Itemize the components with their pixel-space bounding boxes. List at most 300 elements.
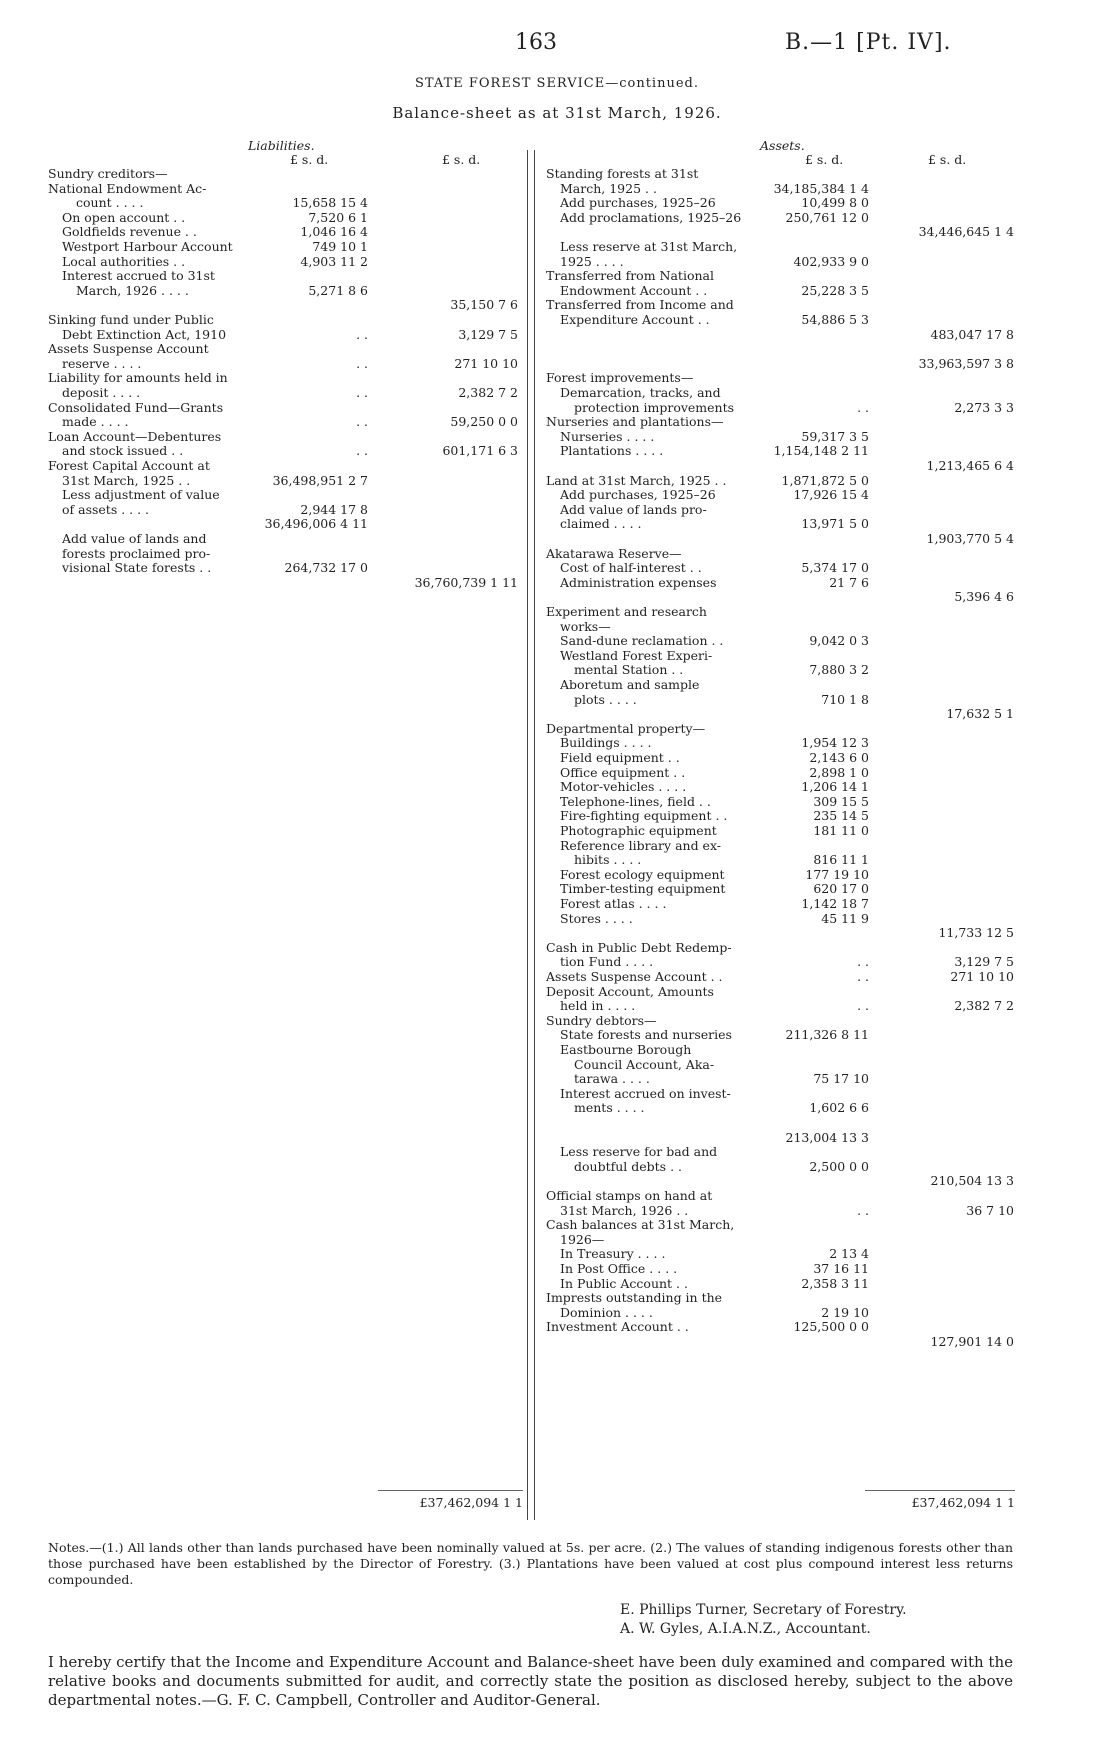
assets-row-subamount: 620 17 0 [813, 881, 869, 897]
assets-row [546, 575, 1014, 591]
liabilities-row-total: 271 10 10 [454, 355, 518, 371]
assets-row [546, 283, 1014, 299]
assets-row [546, 852, 1014, 868]
assets-row-subamount: 5,374 17 0 [801, 560, 869, 576]
assets-row-label: Council Account, Aka- [574, 1056, 715, 1072]
liabilities-row [48, 400, 518, 416]
assets-row-label: ments . . . . [574, 1100, 645, 1116]
liabilities-row-label: Loan Account—Debentures [48, 428, 222, 444]
liabilities-row [48, 370, 518, 386]
assets-row [546, 881, 1014, 897]
assets-row-label: Office equipment . . [560, 764, 686, 780]
assets-row-subamount: 10,499 8 0 [801, 195, 869, 211]
assets-row-subamount: 816 11 1 [813, 852, 869, 868]
assets-row-subamount: 235 14 5 [813, 808, 869, 824]
assets-heading: Assets. [760, 138, 805, 153]
assets-row-label: In Public Account . . [560, 1275, 688, 1291]
assets-row [546, 998, 1014, 1014]
liabilities-row-subamount: 749 10 1 [312, 239, 368, 254]
assets-row-label: Telephone-lines, field . . [560, 793, 711, 809]
assets-grand-total: £37,462,094 1 1 [911, 1495, 1015, 1510]
assets-row [546, 1276, 1014, 1292]
liabilities-row-label: Westport Harbour Account [62, 239, 233, 254]
assets-row [546, 414, 1014, 430]
assets-row [546, 1334, 1014, 1350]
assets-row-total: 127,901 14 0 [930, 1334, 1014, 1349]
assets-row-label: March, 1925 . . [560, 180, 657, 196]
assets-row-subamount: 710 1 8 [821, 691, 869, 707]
assets-row-label: 31st March, 1926 . . [560, 1202, 689, 1218]
assets-row-subamount: 213,004 13 3 [785, 1129, 869, 1145]
liabilities-row-label: Sundry creditors— [48, 166, 168, 181]
assets-row [546, 210, 1014, 226]
assets-row [546, 940, 1014, 956]
liabilities-row-subamount: 15,658 15 4 [292, 195, 368, 211]
assets-row [546, 765, 1014, 781]
assets-row [546, 692, 1014, 708]
assets-row-subamount: . . [857, 1202, 869, 1218]
assets-row-label: tion Fund . . . . [560, 954, 654, 970]
assets-row-label: hibits . . . . [574, 852, 642, 868]
assets-row [546, 531, 1014, 547]
assets-row [546, 648, 1014, 664]
liabilities-row [48, 210, 518, 226]
assets-row-total: 17,632 5 1 [946, 706, 1014, 722]
assets-row-label: Less reserve at 31st March, [560, 239, 738, 254]
assets-row [546, 954, 1014, 970]
assets-row-label: Plantations . . . . [560, 443, 664, 459]
assets-row [546, 677, 1014, 693]
assets-row-label: mental Station . . [574, 662, 684, 678]
assets-row [546, 254, 1014, 270]
assets-row [546, 1246, 1014, 1262]
assets-row-label: Westland Forest Experi- [560, 647, 713, 663]
assets-row [546, 838, 1014, 854]
assets-row-label: Assets Suspense Account . . [546, 969, 723, 984]
liabilities-row-subamount: 4,903 11 2 [300, 253, 368, 269]
assets-row [546, 735, 1014, 751]
assets-row [546, 706, 1014, 722]
assets-row [546, 297, 1014, 313]
assets-row-subamount: 2,898 1 0 [809, 764, 869, 780]
assets-row-label: Sand-dune reclamation . . [560, 633, 724, 649]
assets-row [546, 867, 1014, 883]
liabilities-row-label: Goldfields revenue . . [62, 224, 197, 240]
assets-row-label: Administration expenses [560, 574, 717, 590]
liabilities-row [48, 458, 518, 474]
liabilities-row-total: 3,129 7 5 [458, 326, 518, 342]
assets-row-subamount: 25,228 3 5 [801, 282, 869, 298]
assets-row-total: 483,047 17 8 [930, 326, 1014, 342]
assets-row-label: In Post Office . . . . [560, 1261, 678, 1276]
liabilities-heading: Liabilities. [248, 138, 315, 153]
assets-row [546, 1305, 1014, 1321]
liabilities-row [48, 283, 518, 299]
assets-row-label: Akatarawa Reserve— [546, 545, 682, 561]
assets-row-label: Add value of lands pro- [560, 501, 707, 517]
assets-row [546, 239, 1014, 255]
assets-row [546, 794, 1014, 810]
notes-paragraph: Notes.—(1.) All lands other than lands purchased have been nominally valued at 5s. per acre. (2.) The values of standing indigenous forests other than those purchased have been established by the Director of Forestry. (3.) Plantations have been valued at cost plus compound interest less returns compounded. [48, 1540, 1013, 1587]
assets-row-label: Timber-testing equipment [560, 881, 726, 897]
assets-row [546, 400, 1014, 416]
assets-row [546, 662, 1014, 678]
assets-row [546, 1159, 1014, 1175]
assets-row-subamount: 1,871,872 5 0 [781, 472, 869, 488]
assets-row-label: claimed . . . . [560, 516, 642, 532]
assets-row [546, 969, 1014, 985]
assets-row-label: Official stamps on hand at [546, 1188, 713, 1203]
assets-row [546, 911, 1014, 927]
liabilities-row [48, 224, 518, 240]
assets-row [546, 1173, 1014, 1189]
assets-row-subamount: 54,886 5 3 [801, 312, 869, 327]
liabilities-row-subamount: . . [356, 443, 368, 459]
liabilities-total-rule [378, 1490, 523, 1491]
assets-row-label: Cost of half-interest . . [560, 560, 702, 576]
assets-row-subamount: 1,602 6 6 [809, 1100, 869, 1116]
assets-row-label: 1926— [560, 1231, 605, 1247]
section-title: STATE FOREST SERVICE—continued. [415, 76, 699, 91]
liabilities-row-subamount: 5,271 8 6 [308, 282, 368, 298]
assets-row [546, 1203, 1014, 1219]
assets-row [546, 341, 1014, 357]
assets-row [546, 502, 1014, 518]
liabilities-row-label: count . . . . [76, 195, 144, 211]
assets-row-subamount: 402,933 9 0 [793, 253, 869, 269]
assets-row-subamount: 2,500 0 0 [809, 1158, 869, 1174]
liabilities-row [48, 429, 518, 445]
assets-row [546, 1042, 1014, 1058]
liabilities-total-currency-heading: £ s. d. [442, 152, 481, 167]
assets-row [546, 327, 1014, 343]
assets-row-label: Add purchases, 1925–26 [560, 195, 716, 211]
assets-row-subamount: 21 7 6 [829, 574, 869, 590]
assets-row [546, 633, 1014, 649]
liabilities-row [48, 414, 518, 430]
assets-row-label: Sundry debtors— [546, 1012, 657, 1028]
liabilities-row [48, 560, 518, 576]
liabilities-row-label: Assets Suspense Account [48, 341, 209, 357]
assets-row [546, 473, 1014, 489]
assets-row-label: Photographic equipment [560, 823, 717, 838]
assets-row-subamount: 45 11 9 [821, 910, 869, 926]
liabilities-row-label: Less adjustment of value [62, 487, 220, 503]
liabilities-row [48, 356, 518, 372]
liabilities-row [48, 254, 518, 270]
assets-row-total: 3,129 7 5 [954, 954, 1014, 970]
assets-row [546, 370, 1014, 386]
assets-row-label: held in . . . . [560, 998, 636, 1014]
assets-row-label: Experiment and research [546, 604, 707, 619]
liabilities-row-label: and stock issued . . [62, 443, 184, 459]
assets-row-label: Deposit Account, Amounts [546, 983, 714, 999]
liabilities-row [48, 341, 518, 357]
assets-total-currency-heading: £ s. d. [928, 152, 967, 167]
assets-row [546, 1232, 1014, 1248]
assets-row-subamount: 9,042 0 3 [809, 633, 869, 649]
liabilities-row-subamount: . . [356, 414, 368, 430]
assets-row-label: doubtful debts . . [574, 1158, 682, 1174]
assets-row [546, 546, 1014, 562]
assets-row-total: 34,446,645 1 4 [918, 224, 1014, 240]
liabilities-sub-currency-heading: £ s. d. [290, 152, 329, 167]
liabilities-row-label: Local authorities . . [62, 253, 186, 269]
assets-row-subamount: 37 16 11 [813, 1261, 869, 1276]
assets-row [546, 1115, 1014, 1131]
assets-row [546, 1319, 1014, 1335]
assets-row [546, 604, 1014, 620]
assets-row [546, 1071, 1014, 1087]
assets-row [546, 1217, 1014, 1233]
liabilities-grand-total: £37,462,094 1 1 [419, 1495, 523, 1510]
assets-row-subamount: 34,185,384 1 4 [773, 180, 869, 196]
liabilities-row-label: reserve . . . . [62, 355, 142, 371]
assets-row-label: Nurseries . . . . [560, 428, 655, 444]
liabilities-row [48, 297, 518, 313]
assets-row-label: Dominion . . . . [560, 1304, 653, 1320]
liabilities-row-label: forests proclaimed pro- [62, 545, 211, 561]
assets-total-rule [865, 1490, 1015, 1491]
assets-row [546, 195, 1014, 211]
assets-row-subamount: . . [857, 969, 869, 984]
assets-row-label: Reference library and ex- [560, 837, 721, 853]
liabilities-row-label: Forest Capital Account at [48, 458, 210, 473]
assets-row-label: 1925 . . . . [560, 253, 624, 269]
liabilities-row-total: 36,760,739 1 11 [414, 574, 518, 590]
assets-row-total: 5,396 4 6 [954, 589, 1014, 605]
assets-row-subamount: 250,761 12 0 [785, 209, 869, 225]
assets-row-subamount: 2,358 3 11 [801, 1275, 869, 1291]
assets-row [546, 1261, 1014, 1277]
liabilities-row [48, 443, 518, 459]
assets-row [546, 181, 1014, 197]
assets-row-total: 210,504 13 3 [930, 1173, 1014, 1189]
liabilities-row [48, 487, 518, 503]
liabilities-row [48, 239, 518, 255]
assets-row-subamount: 75 17 10 [813, 1071, 869, 1087]
assets-row-label: Buildings . . . . [560, 735, 652, 751]
assets-row-label: tarawa . . . . [574, 1071, 650, 1087]
assets-row-total: 1,213,465 6 4 [926, 458, 1014, 473]
assets-row-subamount: . . [857, 399, 869, 415]
page-number: 163 [515, 30, 557, 55]
assets-row [546, 1188, 1014, 1204]
assets-row [546, 487, 1014, 503]
assets-row-label: Expenditure Account . . [560, 312, 710, 327]
assets-row-subamount: . . [857, 998, 869, 1014]
liabilities-row-label: visional State forests . . [62, 560, 212, 576]
assets-row [546, 1130, 1014, 1146]
liabilities-row-label: Liability for amounts held in [48, 370, 228, 386]
assets-row [546, 589, 1014, 605]
assets-row-subamount: 211,326 8 11 [785, 1027, 869, 1043]
column-divider-inner [534, 150, 535, 1520]
liabilities-row [48, 268, 518, 284]
assets-row-subamount: 125,500 0 0 [793, 1319, 869, 1335]
assets-row-label: Motor-vehicles . . . . [560, 779, 687, 795]
liabilities-row [48, 516, 518, 532]
liabilities-row-subamount: . . [356, 385, 368, 400]
assets-row-label: State forests and nurseries [560, 1027, 732, 1043]
assets-row [546, 268, 1014, 284]
assets-row-label: Transferred from Income and [546, 297, 734, 313]
assets-row-label: Standing forests at 31st [546, 166, 699, 181]
liabilities-row-label: Interest accrued to 31st [62, 268, 215, 284]
assets-row-label: protection improvements [574, 399, 735, 415]
assets-row-label: Imprests outstanding in the [546, 1290, 723, 1306]
assets-row-subamount: 181 11 0 [813, 823, 869, 838]
assets-row [546, 224, 1014, 240]
assets-row-subamount: 7,880 3 2 [809, 662, 869, 678]
liabilities-row-total: 35,150 7 6 [450, 297, 518, 313]
liabilities-row-subamount: 36,498,951 2 7 [272, 472, 368, 488]
assets-row-label: Eastbourne Borough [560, 1042, 692, 1057]
assets-row-label: Aboretum and sample [560, 677, 700, 692]
liabilities-row [48, 166, 518, 182]
assets-row-label: Investment Account . . [546, 1319, 689, 1335]
assets-row-label: Less reserve for bad and [560, 1144, 718, 1160]
assets-row [546, 1144, 1014, 1160]
document-reference: B.—1 [Pt. IV]. [785, 30, 952, 55]
assets-row-total: 2,273 3 3 [954, 399, 1014, 415]
assets-row-label: Demarcation, tracks, and [560, 385, 721, 400]
liabilities-row [48, 502, 518, 518]
assets-row [546, 516, 1014, 532]
balance-sheet-title: Balance-sheet as at 31st March, 1926. [392, 104, 722, 122]
assets-row [546, 385, 1014, 401]
liabilities-row-label: National Endowment Ac- [48, 180, 207, 196]
assets-row-label: Departmental property— [546, 720, 706, 736]
assets-row-label: Stores . . . . [560, 910, 633, 926]
assets-row-subamount: 177 19 10 [805, 866, 869, 882]
assets-row-subamount: 1,154,148 2 11 [773, 443, 869, 459]
liabilities-row [48, 546, 518, 562]
assets-row-subamount: 1,954 12 3 [801, 735, 869, 751]
assets-row [546, 458, 1014, 474]
liabilities-row-label: Add value of lands and [62, 531, 207, 546]
assets-row [546, 166, 1014, 182]
liabilities-row-subamount: 1,046 16 4 [300, 224, 368, 240]
column-divider [527, 150, 528, 1520]
liabilities-row-label: On open account . . [62, 209, 186, 225]
assets-row-total: 36 7 10 [966, 1202, 1014, 1218]
liabilities-row-label: 31st March, 1925 . . [62, 472, 191, 488]
signatory-accountant: A. W. Gyles, A.I.A.N.Z., Accountant. [620, 1621, 871, 1637]
liabilities-row [48, 312, 518, 328]
liabilities-row-label: made . . . . [62, 414, 129, 430]
assets-row-label: Field equipment . . [560, 750, 680, 765]
assets-row [546, 779, 1014, 795]
assets-row [546, 1100, 1014, 1116]
liabilities-row [48, 473, 518, 489]
assets-row-subamount: 59,317 3 5 [801, 428, 869, 444]
assets-row-subamount: 13,971 5 0 [801, 516, 869, 532]
assets-row-total: 1,903,770 5 4 [926, 531, 1014, 546]
assets-row-label: Add purchases, 1925–26 [560, 487, 716, 503]
assets-row-label: In Treasury . . . . [560, 1246, 666, 1262]
assets-row-subamount: 1,142 18 7 [801, 896, 869, 911]
assets-row-subamount: 2 19 10 [821, 1304, 869, 1320]
assets-row-subamount: 1,206 14 1 [801, 779, 869, 795]
liabilities-row [48, 195, 518, 211]
assets-row-label: Forest improvements— [546, 370, 694, 386]
assets-row [546, 443, 1014, 459]
liabilities-row-subamount: 264,732 17 0 [284, 560, 368, 576]
assets-row-label: Interest accrued on invest- [560, 1085, 731, 1101]
assets-row [546, 808, 1014, 824]
liabilities-row-label: March, 1926 . . . . [76, 282, 189, 298]
assets-sub-currency-heading: £ s. d. [805, 152, 844, 167]
liabilities-row [48, 575, 518, 591]
liabilities-row [48, 327, 518, 343]
assets-row-label: Forest atlas . . . . [560, 896, 667, 911]
assets-row [546, 1086, 1014, 1102]
liabilities-row-total: 601,171 6 3 [442, 443, 518, 459]
assets-row [546, 1013, 1014, 1029]
assets-row [546, 312, 1014, 328]
assets-row-label: Forest ecology equipment [560, 866, 725, 882]
assets-row-label: Fire-fighting equipment . . [560, 808, 728, 824]
assets-row-total: 271 10 10 [950, 969, 1014, 984]
assets-row [546, 925, 1014, 941]
assets-row [546, 1027, 1014, 1043]
liabilities-row-subamount: 7,520 6 1 [308, 209, 368, 225]
assets-row-label: Cash in Public Debt Redemp- [546, 939, 732, 955]
assets-row [546, 356, 1014, 372]
assets-row-label: Transferred from National [546, 268, 714, 284]
assets-row [546, 750, 1014, 766]
liabilities-row-label: of assets . . . . [62, 501, 150, 517]
liabilities-row-subamount: 36,496,006 4 11 [264, 516, 368, 532]
assets-row-label: Add proclamations, 1925–26 [560, 209, 742, 225]
assets-row [546, 823, 1014, 839]
assets-row-label: Nurseries and plantations— [546, 414, 724, 430]
liabilities-row-subamount: 2,944 17 8 [300, 501, 368, 517]
assets-row [546, 984, 1014, 1000]
liabilities-row [48, 181, 518, 197]
assets-row-subamount: . . [857, 954, 869, 970]
assets-row-label: plots . . . . [574, 691, 637, 707]
assets-row-total: 33,963,597 3 8 [918, 355, 1014, 371]
liabilities-row-subamount: . . [356, 326, 368, 342]
assets-row-total: 11,733 12 5 [938, 925, 1014, 941]
assets-row [546, 429, 1014, 445]
liabilities-row [48, 531, 518, 547]
liabilities-row [48, 385, 518, 401]
liabilities-row-label: Consolidated Fund—Grants [48, 399, 224, 415]
assets-row-label: Cash balances at 31st March, [546, 1217, 735, 1233]
liabilities-row-label: Debt Extinction Act, 1910 [62, 326, 227, 342]
liabilities-row-subamount: . . [356, 355, 368, 371]
assets-row-total: 2,382 7 2 [954, 998, 1014, 1014]
assets-row-subamount: 309 15 5 [813, 793, 869, 809]
assets-row [546, 619, 1014, 635]
assets-row-label: works— [560, 618, 611, 634]
assets-row [546, 896, 1014, 912]
assets-row [546, 721, 1014, 737]
assets-row [546, 1290, 1014, 1306]
assets-row-label: Land at 31st March, 1925 . . [546, 472, 727, 488]
assets-row-subamount: 2 13 4 [829, 1246, 869, 1262]
assets-row-subamount: 17,926 15 4 [793, 487, 869, 503]
signatory-secretary: E. Phillips Turner, Secretary of Forestry. [620, 1602, 907, 1618]
liabilities-row-total: 59,250 0 0 [450, 414, 518, 430]
assets-row-label: Endowment Account . . [560, 282, 708, 298]
liabilities-row-label: Sinking fund under Public [48, 312, 214, 327]
assets-row [546, 560, 1014, 576]
assets-row [546, 1057, 1014, 1073]
